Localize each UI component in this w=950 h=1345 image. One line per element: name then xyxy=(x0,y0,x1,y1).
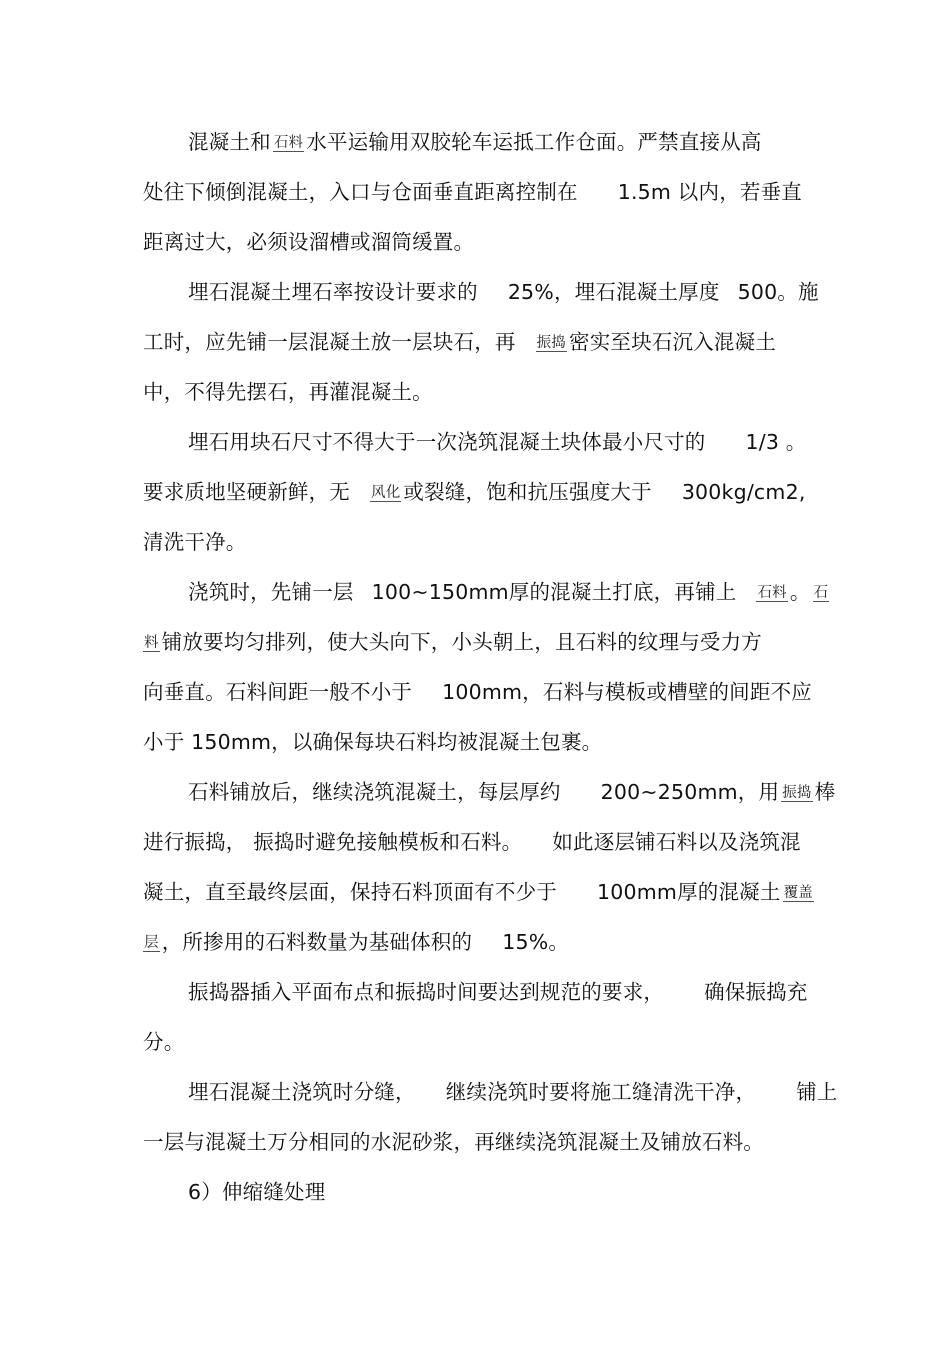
term-link[interactable]: 石料 xyxy=(757,585,787,601)
text-segment: 1.5m 以内，若垂直 xyxy=(617,180,802,204)
text-segment: 距离过大，必须设溜槽或溜筒缓置。 xyxy=(143,230,475,254)
text-line xyxy=(143,828,801,856)
text-segment: 确保振捣充 xyxy=(704,980,808,1004)
text-segment: 埋石混凝土浇筑时分缝， xyxy=(188,1080,416,1104)
text-line xyxy=(188,428,807,456)
term-link[interactable]: 石料 xyxy=(273,135,304,151)
term-link[interactable]: 风化 xyxy=(371,485,401,501)
text-segment: 铺放要均匀排列，使大头向下，小头朝上，且石料的纹理与受力方 xyxy=(161,630,763,654)
text-segment: 或裂缝，饱和抗压强度大于 xyxy=(403,480,652,504)
text-segment: 密实至块石沉入混凝土 xyxy=(569,330,777,354)
term-link[interactable]: 石 xyxy=(813,585,829,601)
text-segment: 凝土，直至最终层面，保持石料顶面有不少于 xyxy=(143,880,557,904)
text-line xyxy=(188,278,819,306)
text-line xyxy=(188,978,808,1006)
text-line xyxy=(143,478,806,506)
term-link[interactable]: 覆盖 xyxy=(783,885,813,901)
text-segment: 埋石用块石尺寸不得大于一次浇筑混凝土块体最小尺寸的 xyxy=(188,430,706,454)
text-line xyxy=(143,928,569,956)
text-line xyxy=(143,378,433,406)
text-segment: 25%，埋石混凝土厚度 xyxy=(507,280,720,304)
text-segment: 处往下倾倒混凝土，入口与仓面垂直距离控制在 xyxy=(143,180,578,204)
text-segment: 分。 xyxy=(143,1030,185,1054)
text-line xyxy=(188,1078,838,1106)
text-segment: 500。施 xyxy=(737,280,819,304)
text-segment: 一层与混凝土万分相同的水泥砂浆，再继续浇筑混凝土及铺放石料。 xyxy=(143,1130,764,1154)
text-line xyxy=(143,678,812,706)
text-segment: 棒 xyxy=(814,780,836,804)
text-segment: 铺上 xyxy=(796,1080,838,1104)
text-segment: 混凝土和 xyxy=(188,130,271,154)
text-segment: 浇筑时，先铺一层 xyxy=(188,580,354,604)
text-segment: 石料铺放后，继续浇筑混凝土，每层厚约 xyxy=(188,780,561,804)
text-segment: 100~150mm厚的混凝土打底，再铺上 xyxy=(371,580,737,604)
term-link[interactable]: 料 xyxy=(144,635,159,651)
text-segment: 1/3 。 xyxy=(745,430,807,454)
text-segment: 清洗干净。 xyxy=(143,530,247,554)
text-segment: 6）伸缩缝处理 xyxy=(188,1180,326,1204)
text-segment: 200~250mm，用 xyxy=(600,780,780,804)
section-heading xyxy=(188,1178,325,1206)
text-segment: 100mm厚的混凝土 xyxy=(597,880,781,904)
text-segment: 工时，应先铺一层混凝土放一层块石，再 xyxy=(143,330,516,354)
text-line xyxy=(143,228,474,256)
term-link[interactable]: 振捣 xyxy=(782,785,812,801)
text-segment: 振捣器插入平面布点和振捣时间要达到规范的要求， xyxy=(188,980,665,1004)
text-line xyxy=(143,328,776,356)
text-segment: 小于 150mm，以确保每块石料均被混凝土包裹。 xyxy=(143,730,603,754)
text-segment: 继续浇筑时要将施工缝清洗干净， xyxy=(445,1080,757,1104)
text-line xyxy=(143,1028,184,1056)
text-line xyxy=(188,128,762,156)
text-line xyxy=(143,178,802,206)
text-segment: 15%。 xyxy=(502,930,570,954)
text-line xyxy=(143,878,816,906)
text-line xyxy=(143,528,247,556)
term-link[interactable]: 振捣 xyxy=(536,335,567,351)
text-segment: 。 xyxy=(789,580,811,604)
text-segment: 100mm，石料与模板或槽壁的间距不应 xyxy=(442,680,812,704)
text-line xyxy=(143,628,762,656)
text-segment: ，所掺用的石料数量为基础体积的 xyxy=(161,930,473,954)
text-line xyxy=(188,778,835,806)
text-segment: 300kg/cm2, xyxy=(681,480,806,504)
text-segment: 中，不得先摆石，再灌混凝土。 xyxy=(143,380,433,404)
text-line xyxy=(188,578,831,606)
text-line xyxy=(143,1128,764,1156)
text-segment: 进行振捣， 振捣时避免接触模板和石料。 xyxy=(143,830,523,854)
text-segment: 如此逐层铺石料以及浇筑混 xyxy=(552,830,801,854)
text-line xyxy=(143,728,602,756)
text-segment: 向垂直。石料间距一般不小于 xyxy=(143,680,413,704)
text-segment: 水平运输用双胶轮车运抵工作仓面。严禁直接从高 xyxy=(306,130,762,154)
term-link[interactable]: 层 xyxy=(144,935,159,951)
text-segment: 埋石混凝土埋石率按设计要求的 xyxy=(188,280,478,304)
text-segment: 要求质地坚硬新鲜，无 xyxy=(143,480,350,504)
